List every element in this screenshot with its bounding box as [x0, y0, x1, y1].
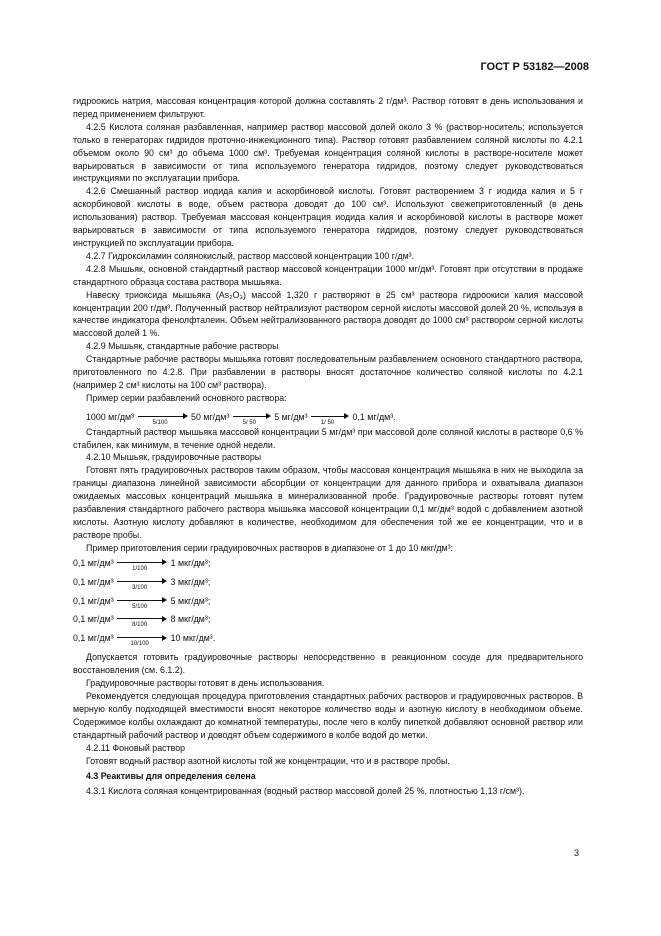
paragraph-background-solution: Готовят водный раствор азотной кислоты той же концентрации, что и в растворе пробы. [86, 755, 450, 766]
dilution-series [73, 411, 583, 424]
calibration-ratio: 3/100 [132, 584, 148, 591]
calibration-to: 8 мкг/дм³; [170, 614, 211, 625]
paragraph-calibration-prep: Готовят пять градуировочных растворов таким образом, чтобы массовая концентрация мышьяка в них не выходила за границы диапазона линейной зависимости абсорбции от концентрации для данного прибора и охватывала диапазон ожидаемых массовых концентраций мышьяка в минерализованной пробе. Градуировочные растворы готовят путем разбавления стандартного рабочего раствора мышьяка массовой концентрации 0,1 мг/дм³ водой с добавлением азотной кислоты. Азотную кислоту добавляют в количестве, необходимом для обеспечения той же ее концентрации, что и в растворе пробы. [73, 465, 583, 540]
calibration-to: 3 мкг/дм³; [170, 576, 211, 587]
calibration-series [73, 557, 583, 646]
calibration-ratio: 5/100 [132, 603, 148, 610]
paragraph-arsenic-trioxide: Навеску триоксида мышьяка (As₂O₃) массой 1,320 г растворяют в 25 см³ раствора гидроокиси калия массовой концентрации 200 г/дм³. Полученный раствор нейтрализуют раствором серной кислоты массовой долей 20 %, используя в качестве индикатора фенолфталеин. Объем нейтрализованного раствора доводят до 1000 см³ раствором серной кислоты массовой долей 1 %. [73, 289, 583, 339]
calibration-from: 0,1 мг/дм³ [73, 595, 114, 606]
section-heading-4-3: 4.3 Реактивы для определения селена [86, 771, 256, 782]
dilution-value: 1000 мг/дм³ [86, 411, 135, 422]
paragraph-4-3-1: 4.3.1 Кислота соляная концентрированная (водный раствор массовой долей 25 %, плотностью 1,13 г/см³). [86, 786, 525, 797]
dilution-ratio: 5/ 50 [242, 419, 256, 426]
paragraph-calibration-example-intro: Пример приготовления серии градуировочных растворов в диапазоне от 1 до 10 мкг/дм³: [86, 542, 454, 553]
paragraph-working-solutions: Стандартные рабочие растворы мышьяка готовят последовательным разбавлением основного стандартного раствора, приготовленного по 4.2.8. При разбавлении в растворы вносят достаточное количество соляной кислоты по 4.2.1 (например 2 см³ кислоты на 100 см³ раствора). [73, 354, 583, 390]
calibration-row [73, 576, 583, 589]
dilution-ratio: 5/100 [152, 419, 168, 426]
document-standard-number: ГОСТ Р 53182—2008 [480, 61, 589, 73]
calibration-arrow [117, 576, 167, 591]
calibration-arrow [117, 613, 167, 629]
dilution-value: 5 мг/дм³ [274, 411, 308, 422]
paragraph-4-2-10: 4.2.10 Мышьяк, градуировочные растворы [86, 452, 262, 463]
calibration-to: 10 мкг/дм³. [170, 633, 216, 644]
paragraph-4-2-7: 4.2.7 Гидроксиламин солянокислый, раствор массовой концентрации 100 г/дм³. [86, 250, 415, 261]
calibration-from: 0,1 мг/дм³ [73, 633, 114, 644]
calibration-row [73, 613, 583, 629]
calibration-to: 5 мкг/дм³; [170, 595, 211, 606]
calibration-ratio: 10/100 [130, 641, 149, 648]
calibration-to: 1 мкг/дм³; [170, 557, 211, 568]
calibration-arrow [117, 632, 167, 648]
calibration-row [73, 595, 583, 608]
page-number: 3 [574, 848, 580, 858]
calibration-row [73, 632, 583, 648]
paragraph-4-2-11: 4.2.11 Фоновый раствор [86, 742, 186, 753]
paragraph-same-day: Градуировочные растворы готовят в день использования. [86, 678, 325, 689]
paragraph-in-vessel: Допускается готовить градуировочные растворы непосредственно в реакционном сосуде для предварительного восстановления (см. 6.1.2). [73, 652, 583, 676]
calibration-from: 0,1 мг/дм³ [73, 576, 114, 587]
paragraph-4-2-5: 4.2.5 Кислота соляная разбавленная, например раствор массовой долей около 3 % (раствор-носитель; используется только в генераторах гидридов проточно-инжекционного типа). Раствор готовят разбавлением соляной кислоты по 4.2.1 объемом около 90 см³ до объема 1000 см³. Требуемая концентрация соляной кислоты в растворе-носителе может варьироваться в зависимости от типа используемого генератора гидридов, поэтому следует руководствоваться инструкциями по эксплуатации прибора. [73, 121, 583, 184]
paragraph-4-2-8: 4.2.8 Мышьяк, основной стандартный раствор массовой концентрации 1000 мг/дм³. Готовят при отсутствии в продаже стандартного образца состава раствора мышьяка. [73, 263, 583, 287]
dilution-value: 50 мг/дм³ [191, 411, 230, 422]
paragraph-procedure: Рекомендуется следующая процедура приготовления стандартных рабочих растворов и градуировочных растворов. В мерную колбу подходящей вместимости вносят некоторое количество воды и азотную кислоту в необходимом объеме. Содержимое колбы охлаждают до комнатной температуры, после чего в колбу пипеткой добавляют основной раствор или стандартный рабочий раствор и доводят объем содержимого в колбе водой до метки. [73, 690, 583, 740]
dilution-value: 0,1 мг/дм³. [352, 411, 396, 422]
calibration-arrow [117, 557, 167, 572]
paragraph-4-2-6: 4.2.6 Смешанный раствор иодида калия и аскорбиновой кислоты. Готовят растворением 3 г иодида калия и 5 г аскорбиновой кислоты в воде, объем раствора доводят до 100 см³. Используют свежеприготовленный (в день использования) раствор. Требуемая массовая концентрация иодида калия и аскорбиновой кислоты в растворе может варьироваться в зависимости от типа используемого генератора гидридов, поэтому следует руководствоваться инструкцией по эксплуатации прибора. [73, 186, 583, 248]
calibration-ratio: 8/100 [132, 622, 148, 629]
dilution-arrow [138, 411, 188, 426]
paragraph-4-2-9: 4.2.9 Мышьяк, стандартные рабочие растворы [86, 341, 279, 352]
paragraph-dilution-example-intro: Пример серии разбавлений основного раствора: [86, 392, 287, 403]
calibration-from: 0,1 мг/дм³ [73, 614, 114, 625]
calibration-ratio: 1/100 [132, 565, 148, 572]
calibration-row [73, 557, 583, 570]
calibration-arrow [117, 595, 167, 610]
calibration-from: 0,1 мг/дм³ [73, 557, 114, 568]
paragraph-stability: Стандартный раствор мышьяка массовой концентрации 5 мг/дм³ при массовой доле соляной кислоты в растворе 0,6 % стабилен, как минимум, в течение одной недели. [73, 426, 583, 450]
dilution-arrow [233, 411, 271, 426]
dilution-arrow [311, 411, 349, 426]
document-body [73, 95, 583, 798]
dilution-ratio: 1/ 50 [320, 419, 335, 426]
paragraph-sodium-hydroxide-cont: гидроокись натрия, массовая концентрация которой должна составлять 2 г/дм³. Раствор готовят в день использования и перед применением фильтруют. [73, 96, 583, 119]
